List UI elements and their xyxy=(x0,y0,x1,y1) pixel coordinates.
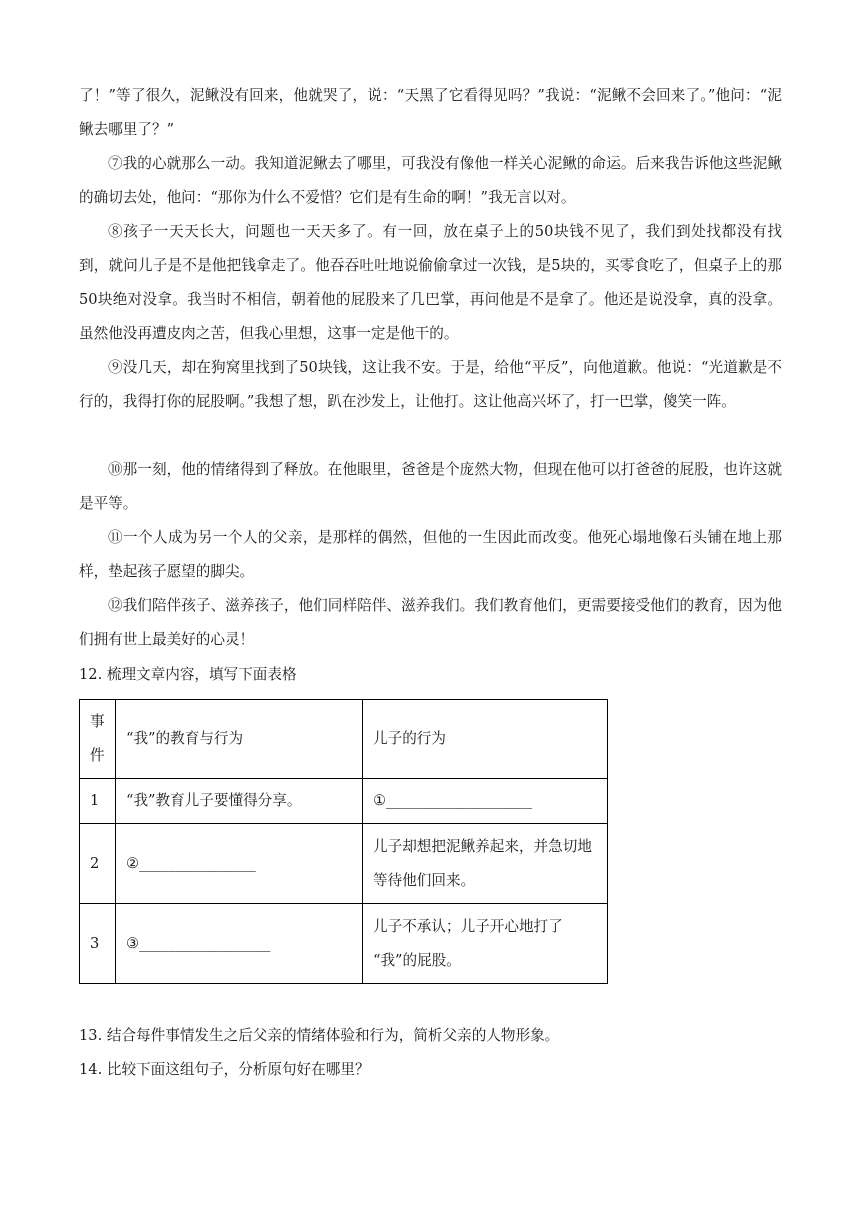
table-row xyxy=(80,904,608,984)
son-behavior: 儿子不承认；儿子开心地打了 “我”的屁股。 xyxy=(363,904,608,984)
table-row xyxy=(80,824,608,904)
question-13: 13. 结合每件事情发生之后父亲的情绪体验和行为，简析父亲的人物形象。 xyxy=(79,1027,560,1044)
table-row xyxy=(80,779,608,824)
question-12: 12. 梳理文章内容，填写下面表格 xyxy=(79,666,297,683)
header-my-education: “我”的教育与行为 xyxy=(116,700,363,779)
paragraph-8: ⑧孩子一天天长大，问题也一天天多了。有一回，放在桌子上的50块钱不见了，我们到处找都没有找到，就问儿子是不是他把钱拿走了。他吞吞吐吐地说偷偷拿过一次钱，是5块的，买零食吃了，但桌子上的那50块绝对没拿。我当时不相信，朝着他的屁股来了几巴掌，再问他是不是拿了。他还是说没拿，真的没拿。虽然他没再遭皮肉之苦，但我心里想，这事一定是他干的。 xyxy=(79,223,782,342)
paragraph-7: ⑦我的心就那么一动。我知道泥鳅去了哪里，可我没有像他一样关心泥鳅的命运。后来我告诉他这些泥鳅的确切去处，他问：“那你为什么不爱惜？它们是有生命的啊！”我无言以对。 xyxy=(79,155,782,206)
paragraph-10: ⑩那一刻，他的情绪得到了释放。在他眼里，爸爸是个庞然大物，但现在他可以打爸爸的屁股，也许这就是平等。 xyxy=(79,461,782,512)
son-behavior: 儿子却想把泥鳅养起来，并急切地 等待他们回来。 xyxy=(363,824,608,904)
header-son-behavior: 儿子的行为 xyxy=(363,700,608,779)
event-number: 1 xyxy=(80,779,116,824)
question-14: 14. 比较下面这组句子，分析原句好在哪里？ xyxy=(79,1061,370,1078)
paragraph-6-end: 了！”等了很久，泥鳅没有回来，他就哭了，说：“天黑了它看得见吗？”我说：“泥鳅不会回来了。”他问：“泥鳅去哪里了？” xyxy=(79,87,782,138)
paragraph-12: ⑫我们陪伴孩子、滋养孩子，他们同样陪伴、滋养我们。我们教育他们，更需要接受他们的教育，因为他们拥有世上最美好的心灵！ xyxy=(79,597,782,648)
events-table xyxy=(79,699,608,984)
event-number: 2 xyxy=(80,824,116,904)
header-event: 事 件 xyxy=(80,700,116,779)
my-behavior-blank: ③__________________ xyxy=(116,904,363,984)
my-behavior: “我”教育儿子要懂得分享。 xyxy=(116,779,363,824)
event-number: 3 xyxy=(80,904,116,984)
table-header-row xyxy=(80,700,608,779)
paragraph-9: ⑨没几天，却在狗窝里找到了50块钱，这让我不安。于是，给他“平反”，向他道歉。他说：“光道歉是不行的，我得打你的屁股啊。”我想了想，趴在沙发上，让他打。这让他高兴坏了，打一巴掌，傻笑一阵。 xyxy=(79,359,782,410)
my-behavior-blank: ②________________ xyxy=(116,824,363,904)
paragraph-11: ⑪一个人成为另一个人的父亲，是那样的偶然，但他的一生因此而改变。他死心塌地像石头铺在地上那样，垫起孩子愿望的脚尖。 xyxy=(79,529,782,580)
son-behavior-blank: ①____________________ xyxy=(363,779,608,824)
